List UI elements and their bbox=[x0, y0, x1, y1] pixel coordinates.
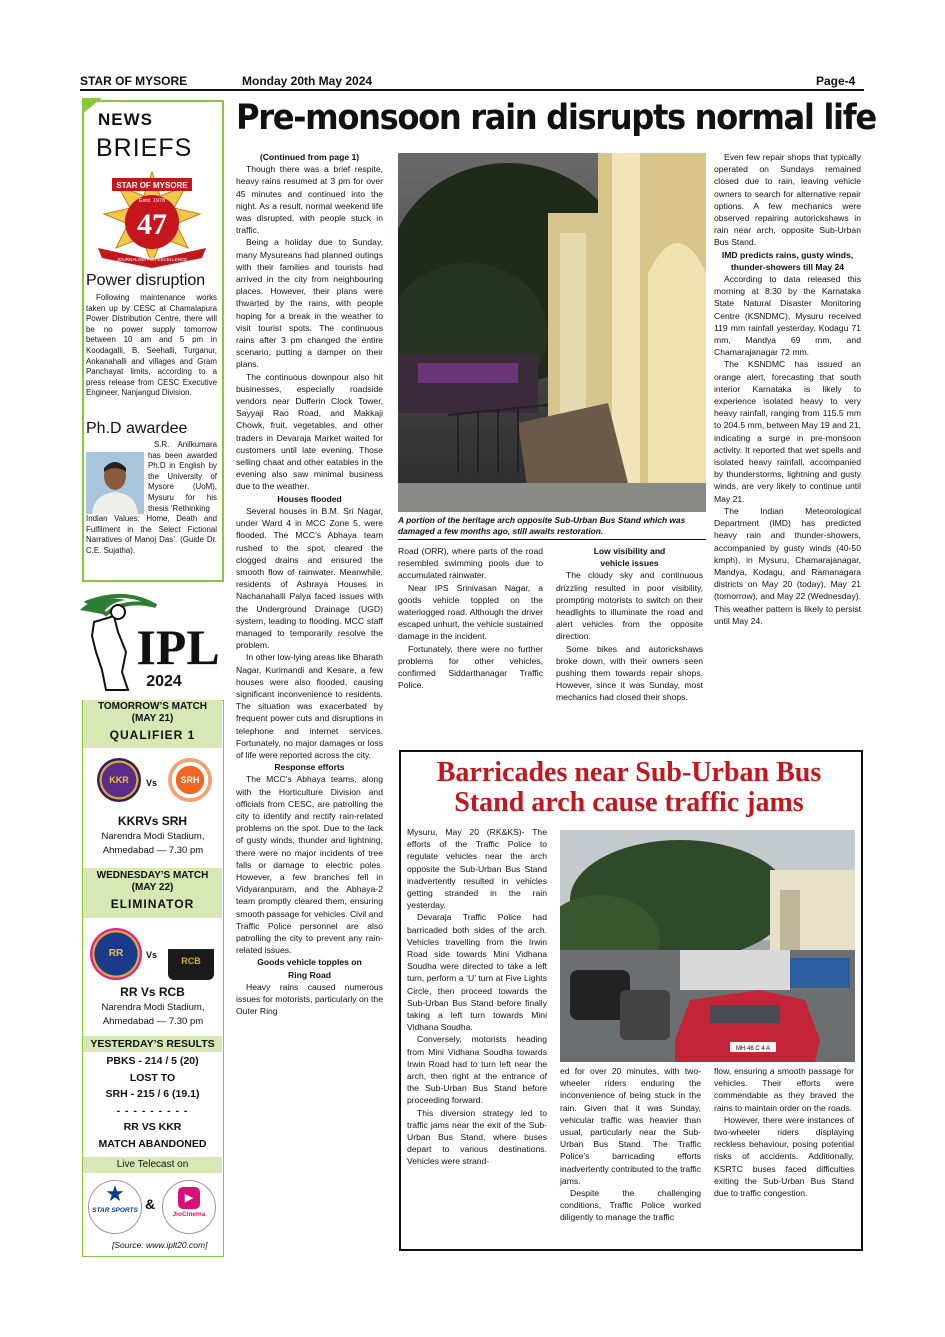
result-divider: - - - - - - - - - bbox=[116, 1104, 189, 1117]
main-col-4: Even few repair shops that typically operated on Sundays remained closed due to rain, leaving vehicle owners to search for alternative repair options. A few mechanics were observed repairing autorickshaws in rain near arch, opposite Sub-Urban Bus Stand. IMD predicts rains, gusty winds, thunder-showers till May 24 According to data released this morning at 8:30 by the Karnataka State Natural Disaster Monitoring Centre (KSNDMC), Mysuru received 119 mm rainfall yesterday, Kodagu 71 mm, Mandya 69 mm, and Chamarajanagar 72 mm. The KSNDMC has issued an orange alert, forecasting that south interior Karnataka is likely to experience isolated heavy to very heavy rainfall, ranging from 115.5 mm to 204.5 mm, between May 19 and 21, indicating a surge in pre-monsoon activity. It reported that wet spells and isolated heavy rainfall, accompanied by thunderstorms, lightning and gusty winds, are very likely to continue until May 21. The Indian Meteorological Department (IMD) has predicted heavy rain and thunder-showers, accompanied by gusty winds (40-50 kmph), in Mysuru, Chamarajanagar, Mandya, Kodagu, and Ramanagara districts on May 20 (today), May 21 (tomorrow), and May 22 (Wednesday). This weather pattern is likely to persist until May 24. bbox=[714, 152, 861, 626]
news-label: NEWS bbox=[98, 110, 153, 129]
heritage-arch-photo bbox=[398, 153, 706, 512]
logo-title: STAR OF MYSORE bbox=[116, 181, 188, 190]
briefs-label: BRIEFS bbox=[96, 134, 193, 162]
vs-label-2: Vs bbox=[146, 950, 158, 960]
result-line-2: LOST TO bbox=[129, 1071, 176, 1084]
subhead-imd: IMD predicts rains, gusty winds, thunder-showers till May 24 bbox=[721, 249, 854, 272]
rcb-team-logo: RCB bbox=[168, 928, 214, 980]
result-line-4: RR VS KKR bbox=[123, 1121, 182, 1133]
phd-awardee-title: Ph.D awardee bbox=[86, 420, 188, 437]
eliminator-label: ELIMINATOR bbox=[110, 897, 195, 911]
star-sports-logo: ★ STAR SPORTS bbox=[88, 1180, 142, 1234]
subhead-houses-flooded: Houses flooded bbox=[277, 493, 342, 504]
yesterday-results-label: YESTERDAY’S RESULTS bbox=[83, 1036, 222, 1052]
live-telecast-label: Live Telecast on bbox=[83, 1157, 222, 1173]
phd-text: S.R. Anilkumara has been awarded Ph.D in English by the University of Mysore (UoM), Mysuru for his thesis ‘Rethinking Indian Values: Home, Death and Fulfilment in the Select Fictional Narratives of Manoj Das’. (Guide Dr. C.E. Sujatha). bbox=[86, 440, 217, 555]
number-plate: MH 46 C 4 A bbox=[735, 1046, 771, 1052]
subhead-low-visibility: Low visibility and vehicle issues bbox=[593, 546, 666, 569]
result-line-1: PBKS - 214 / 5 (20) bbox=[106, 1055, 199, 1067]
result-line-3: SRH - 215 / 6 (19.1) bbox=[105, 1088, 200, 1100]
power-disruption-text: Following maintenance works taken up by CESC at Chamalapura Power Distribution Centre, there will be no power supply tomorrow between 10 am and 5 pm in Koodagalli, B. Seehalli, Turganur, Ankanahalli and villages and Gram Panchayat limits, according to a press release from CESC Executive Engineer, Nanjangud Division. bbox=[86, 293, 217, 398]
result-line-5: MATCH ABANDONED bbox=[98, 1137, 207, 1150]
story2-col-3: flow, ensuring a smooth passage for vehicles. Their efforts were commendable as they braved the rains to maintain order on the roads. However, there were instances of two-wheeler riders displaying reckless behaviour, posing potential risks of accidents. Additionally, KSRTC buses faced difficulties exiting the Sub-Urban Bus Stand due to traffic congestion. bbox=[714, 1066, 854, 1199]
tomorrow-match-bar bbox=[83, 700, 222, 748]
paper-name: STAR OF MYSORE bbox=[80, 74, 188, 88]
power-disruption-title: Power disruption bbox=[86, 272, 206, 289]
header-rule bbox=[80, 89, 864, 91]
match2-teams: RR Vs RCB bbox=[120, 985, 185, 999]
photo1-caption: A portion of the heritage arch opposite Sub-Urban Bus Stand which was damaged a few months ago, still awaits restoration. bbox=[398, 515, 686, 536]
play-icon: ▶ bbox=[178, 1187, 200, 1209]
vs-label: Vs bbox=[146, 778, 158, 788]
page-number: Page-4 bbox=[816, 74, 856, 88]
star-icon: ★ bbox=[105, 1181, 125, 1206]
subhead-response-efforts: Response efforts bbox=[274, 762, 345, 773]
jiocinema-logo: ▶ JioCinema bbox=[162, 1180, 216, 1234]
match2-venue: Narendra Modi Stadium, Ahmedabad — 7.30 pm bbox=[101, 1002, 205, 1027]
story2-headline: Barricades near Sub-Urban Bus Stand arch cause traffic jams bbox=[436, 757, 822, 818]
match1-teams: KKRVs SRH bbox=[117, 814, 188, 828]
issue-date: Monday 20th May 2024 bbox=[242, 74, 373, 88]
story2-col-2: ed for over 20 minutes, with two-wheeler riders enduring the inconvenience of being stuck in the rain. Given that it was Sunday, vehicular traffic was heavier than usual, particularly near the Sub-Urban Bus Stand. The Traffic Police’s barricading efforts inadvertently contributed to the traffic jams. Despite the challenging conditions, Traffic Police worked diligently to manage the traffic bbox=[560, 1066, 701, 1223]
main-headline: Pre-monsoon rain disrupts normal life bbox=[236, 98, 876, 138]
logo-tagline: JOURNALISM PER EXCELLENCE bbox=[116, 257, 188, 262]
wednesday-match-label: WEDNESDAY’S MATCH (MAY 22) bbox=[96, 870, 209, 893]
ipl-title: IPL bbox=[136, 619, 220, 675]
ampersand: & bbox=[145, 1196, 156, 1212]
ipl-logo bbox=[66, 592, 226, 692]
continued-note: (Continued from page 1) bbox=[259, 152, 360, 162]
story2-col-1: Mysuru, May 20 (RK&KS)- The efforts of the Traffic Police to regulate vehicles near the arch opposite the Sub-Urban Bus Stand inadvertently resulted in vehicles getting stranded in the rain yesterday. Devaraja Traffic Police had barricaded both sides of the arch. Vehicles travelling from the Irwin Road side towards Mini Vidhana Soudha were directed to take a left turn, perform a ‘U’ turn at Five Lights Circle, then proceed towards the Sub-Urban Bus Stand before finally taking a left turn towards Mini Vidhana Soudha. Conversely, motorists heading from Mini Vidhana Soudha towards Irwin Road had to turn left near the arch, then right at the entrance of the Sub-Urban Bus Stand before proceeding forward. This diversion strategy led to traffic jams near the exit of the Sub-Urban Bus Stand, where buses depart to various destinations. Vehicles were strand- bbox=[407, 827, 547, 1167]
srh-team-logo: SRH bbox=[168, 758, 212, 802]
match1-venue: Narendra Modi Stadium, Ahmedabad — 7.30 pm bbox=[101, 831, 205, 856]
wednesday-match-bar bbox=[83, 868, 222, 918]
logo-estd: Estd. 1978 bbox=[138, 198, 166, 204]
main-col-1: (Continued from page 1) Though there was a brief respite, heavy rains resumed at 3 pm for over 45 minutes and continued into the night. As a result, normal weekend life was disrupted, with people stuck in traffic. Being a holiday due to Sunday, many Mysureans had planned outings with their families and tourists had arrived in the city from neighbouring places. However, their plans were thwarted by the rains, with people hoping for a break in the weather to visit tourist spots. The continuous rains after 3 pm changed the entire scenario, putting a damper on their plans. The continuous downpour also hit businesses, especially roadside vendors near Dufferin Clock Tower, Sayyaji Rao Road, and Makkaji Chowk, fruit, vegetables, and other traders in Devaraja Market waited for customers until late evening. Those selling chaat and other eatables in the evening also saw minimal business due to the weather. Houses flooded Several houses in B.M. Sri Nagar, under Ward 4 in MCC Zone 5, were flooded. The MCC’s Abhaya team rushed to the spot, cleared the clogged drains and ensured the smooth flow of rainwater. Meanwhile, residents of Ashraya Houses in Nachanahalli Palya faced issues with the Underground Drainage (UGD) system, leading to flooding. MCC staff managed to temporarily resolve the problem. In other low-lying areas like Bharath Nagar, Kurimandi and Kesare, a few houses were also flooded, causing significant inconvenience to residents. The situation was exacerbated by frequent power cuts and disruptions in telephone and internet services. Fortunately, no major damages or loss of life were reported across the city. Response efforts The MCC’s Abhaya teams, along with the Horticulture Division and officials from CESC, are patrolling the city to identify and rectify rain-related problems on the spot. Due to the lack of gusty winds, thunder and lightning, there were no major incidents of tree falls or damage to electric poles. However, a few branches fell in Vidyaranpuram, and the Abhaya-2 team promptly cleared them, ensuring smooth passage for vehicles. Civil and Traffic Police personnel are also patrolling the city to prevent any rain-related issues. Goods vehicle topples on Ring Road Heavy rains caused numerous issues for motorists, particularly on the Outer Ring bbox=[236, 152, 383, 1017]
results-block bbox=[83, 1053, 222, 1152]
rr-team-logo: RR bbox=[90, 928, 142, 980]
qualifier-label: QUALIFIER 1 bbox=[109, 728, 196, 742]
main-col-3: Low visibility and vehicle issues The cloudy sky and continuous drizzling resulted in poor visibility, prompting motorists to switch on their headlights to illuminate the road and alert vehicles from the opposite direction. Some bikes and autorickshaws broke down, with their owners seen pushing them towards repair shops. However, since it was Sunday, most mechanics had closed their shops. bbox=[556, 546, 703, 703]
kkr-team-logo: KKR bbox=[97, 758, 141, 802]
source-note: [Source: www.iplt20.com] bbox=[112, 1240, 208, 1250]
caption-rule bbox=[398, 539, 706, 540]
logo-number: 47 bbox=[137, 208, 167, 241]
ipl-year: 2024 bbox=[146, 673, 182, 690]
star-of-mysore-47-logo bbox=[90, 170, 214, 268]
tomorrow-match-label: TOMORROW’S MATCH (MAY 21) bbox=[97, 701, 208, 724]
traffic-jam-photo bbox=[560, 830, 855, 1062]
main-col-2: Road (ORR), where parts of the road resembled swimming pools due to accumulated rainwater. Near IPS Srinivasan Nagar, a goods vehicle toppled on the waterlogged road. Although the driver escaped unhurt, the vehicle sustained damage in the incident. Fortunately, there were no further problems for other vehicles, confirmed Siddarthanagar Traffic Police. bbox=[398, 546, 543, 691]
subhead-goods-vehicle: Goods vehicle topples on Ring Road bbox=[257, 957, 362, 980]
